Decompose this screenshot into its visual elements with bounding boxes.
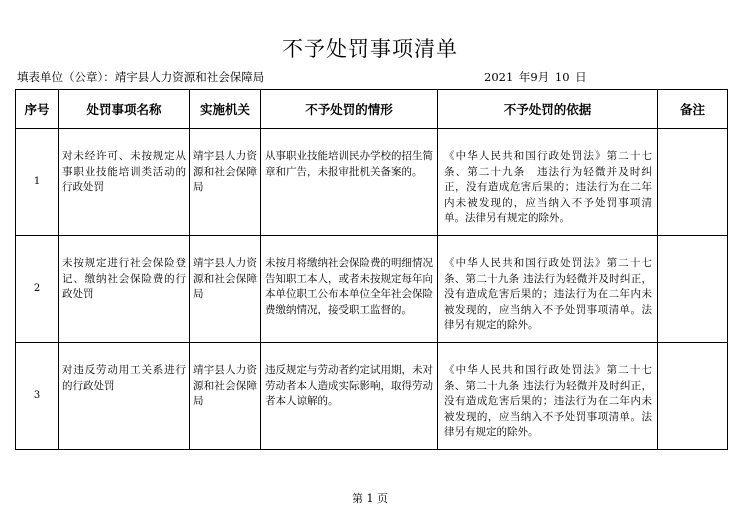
row-condition-text: 未按月将缴纳社会保险费的明细情况告知职工本人，或者未按规定每年向本单位职工公布本单位全年社会保险费缴纳情况，接受职工监督的。 [265,257,433,316]
document-title: 不予处罚事项清单 [282,37,458,61]
row-condition [261,129,438,236]
row-item-name-text: 对未经许可、未按规定从事职业技能培训类活动的行政处罚 [62,150,186,194]
row-condition [261,343,438,450]
header-remark: 备注 [658,90,728,129]
row-index: 1 [16,129,59,236]
row-item-name [59,129,190,236]
row-agency-text: 靖宇县人力资源和社会保障局 [193,257,257,301]
row-remark-text [658,343,727,363]
page-number: 第 1 页 [352,492,388,505]
table-header-row [16,90,728,129]
row-basis-text: 《中华人民共和国行政处罚法》第二十七条、第二十九条 违法行为轻微并及时纠正，没有造成危害后果的；违法行为在二年内未被发现的，应当纳入不予处罚事项清单。法律另有规定的除外。 [444,257,652,332]
row-condition [261,236,438,343]
table-row [16,236,728,343]
header-agency: 实施机关 [190,90,261,129]
row-condition-text: 违反规定与劳动者约定试用期，未对劳动者本人造成实际影响，取得劳动者本人谅解的。 [265,364,433,408]
row-agency [190,236,261,343]
filing-date: 2021 年9月 10 日 [484,70,587,84]
row-agency-text: 靖宇县人力资源和社会保障局 [193,364,257,408]
row-basis [438,236,658,343]
table-row [16,343,728,450]
row-index: 2 [16,236,59,343]
header-basis: 不予处罚的依据 [438,90,658,129]
table-row [16,129,728,236]
row-remark-text [658,236,727,256]
row-agency [190,129,261,236]
row-remark [658,236,728,343]
header-condition: 不予处罚的情形 [261,90,438,129]
row-item-name-text: 未按规定进行社会保险登记、缴纳社会保险费的行政处罚 [62,257,186,301]
row-agency [190,343,261,450]
row-item-name-text: 对违反劳动用工关系进行的行政处罚 [62,364,186,392]
header-index: 序号 [16,90,59,129]
row-basis-text: 《中华人民共和国行政处罚法》第二十七条、第二十九条 违法行为轻微并及时纠正，没有造成危害后果的；违法行为在二年内未被发现的，应当纳入不予处罚事项清单。法律另有规定的除外。 [444,150,652,225]
row-remark [658,343,728,450]
filing-unit: 填表单位（公章）：靖宇县人力资源和社会保障局 [17,70,265,84]
row-condition-text: 从事职业技能培训民办学校的招生简章和广告，未报审批机关备案的。 [265,150,433,178]
row-agency-text: 靖宇县人力资源和社会保障局 [193,150,257,194]
row-basis-text: 《中华人民共和国行政处罚法》第二十七条、第二十九条 违法行为轻微并及时纠正，没有造成危害后果的；违法行为在二年内未被发现的，应当纳入不予处罚事项清单。法律另有规定的除外。 [444,364,652,439]
row-remark [658,129,728,236]
row-basis [438,343,658,450]
row-basis [438,129,658,236]
row-item-name [59,343,190,450]
row-item-name [59,236,190,343]
row-remark-text [658,129,727,149]
exemption-table [15,89,728,450]
row-index: 3 [16,343,59,450]
header-item-name: 处罚事项名称 [59,90,190,129]
